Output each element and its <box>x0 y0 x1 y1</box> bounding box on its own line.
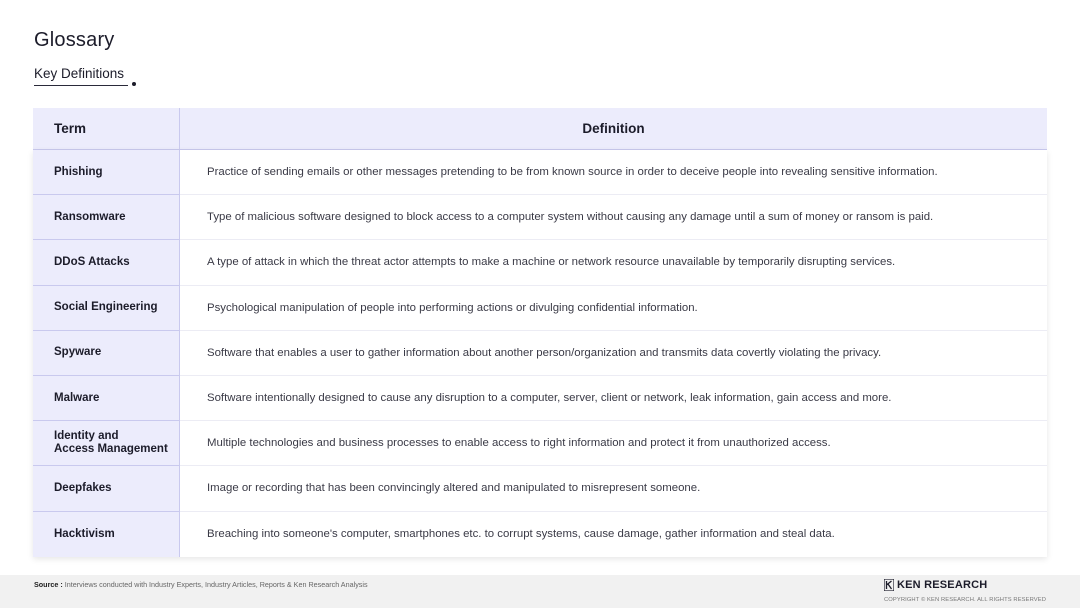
brand <box>884 579 987 591</box>
source-note <box>34 580 368 589</box>
source-label: Source : <box>34 580 63 589</box>
definition-cell: Software intentionally designed to cause any disruption to a computer, server, client or network, leak information, gain access and more. <box>180 376 1047 421</box>
table-row <box>33 286 1047 331</box>
term-cell: Ransomware <box>33 195 180 240</box>
ken-research-logo-icon <box>884 579 894 591</box>
term-cell <box>33 421 180 466</box>
footer <box>0 575 1080 608</box>
table-row <box>33 195 1047 240</box>
definition-cell: Image or recording that has been convincingly altered and manipulated to misrepresent someone. <box>180 466 1047 511</box>
term-cell-line2: Access Management <box>54 443 168 456</box>
table-row <box>33 150 1047 195</box>
term-cell: Spyware <box>33 331 180 376</box>
table-row <box>33 466 1047 511</box>
source-text: Interviews conducted with Industry Experts, Industry Articles, Reports & Ken Research Analysis <box>64 580 368 589</box>
page-title: Glossary <box>34 29 115 51</box>
header-definition: Definition <box>582 121 645 136</box>
subtitle-text: Key Definitions <box>34 66 128 86</box>
copyright: COPYRIGHT © KEN RESEARCH. ALL RIGHTS RESERVED <box>884 597 1046 603</box>
table-row <box>33 331 1047 376</box>
term-cell: Deepfakes <box>33 466 180 511</box>
term-cell: Hacktivism <box>33 512 180 557</box>
definition-cell: Software that enables a user to gather information about another person/organization and transmits data covertly violating the privacy. <box>180 331 1047 376</box>
term-cell: Social Engineering <box>33 286 180 331</box>
table-body <box>33 150 1047 557</box>
table-row <box>33 512 1047 557</box>
table-header <box>33 108 1047 150</box>
brand-name: KEN RESEARCH <box>897 579 988 591</box>
definition-cell: Breaching into someone's computer, smartphones etc. to corrupt systems, cause damage, gather information and steal data. <box>180 512 1047 557</box>
section-subtitle <box>34 65 128 86</box>
definition-cell: Type of malicious software designed to block access to a computer system without causing any damage until a sum of money or ransom is paid. <box>180 195 1047 240</box>
term-cell: Phishing <box>33 150 180 195</box>
table-row <box>33 376 1047 421</box>
term-cell-line1: Identity and <box>54 430 119 443</box>
definition-cell: Practice of sending emails or other messages pretending to be from known source in order to deceive people into revealing sensitive information. <box>180 150 1047 195</box>
definition-cell: Psychological manipulation of people into performing actions or divulging confidential information. <box>180 286 1047 331</box>
table-row <box>33 240 1047 285</box>
glossary-table <box>33 108 1047 557</box>
term-cell: DDoS Attacks <box>33 240 180 285</box>
definition-cell: A type of attack in which the threat actor attempts to make a machine or network resource unavailable by temporarily disrupting services. <box>180 240 1047 285</box>
term-cell: Malware <box>33 376 180 421</box>
header-term: Term <box>33 108 180 149</box>
subtitle-dot <box>132 82 136 86</box>
definition-cell: Multiple technologies and business processes to enable access to right information and protect it from unauthorized access. <box>180 421 1047 466</box>
table-row <box>33 421 1047 466</box>
